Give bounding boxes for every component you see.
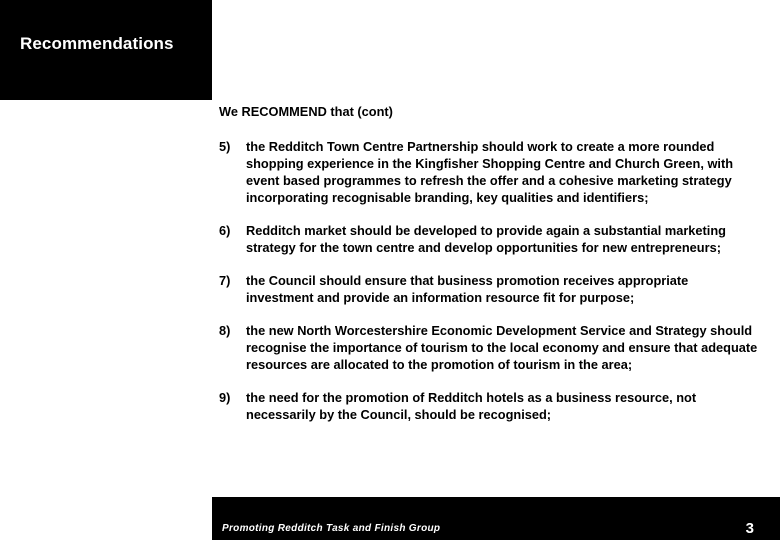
recommendation-text: the Redditch Town Centre Partnership should work to create a more rounded shopping experience in the Kingfisher Shopping Centre and Church Green, with event based programmes to refresh the offer and a cohesive marketing strategy incorporating recognisable branding, key qualities and identifiers; xyxy=(246,139,734,205)
footer-label: Promoting Redditch Task and Finish Group xyxy=(222,523,441,534)
recommendation-number: 8) xyxy=(219,323,231,338)
recommendation-number: 7) xyxy=(219,273,231,288)
page-title: Recommendations xyxy=(20,34,174,53)
recommendation-item xyxy=(219,389,759,423)
recommendation-number: 6) xyxy=(219,223,231,238)
intro-text: We RECOMMEND that (cont) xyxy=(219,104,393,119)
recommendation-text: the Council should ensure that business promotion receives appropriate investment and provide an information resource fit for purpose; xyxy=(246,273,689,305)
footer-bar xyxy=(212,497,780,540)
recommendation-item xyxy=(219,138,759,206)
slide-content xyxy=(219,103,759,439)
recommendation-text: the need for the promotion of Redditch hotels as a business resource, not necessarily by the Council, should be recognised; xyxy=(246,390,697,422)
recommendation-number: 5) xyxy=(219,139,231,154)
recommendation-item xyxy=(219,322,759,373)
page-number: 3 xyxy=(745,520,754,537)
recommendation-item xyxy=(219,222,759,256)
recommendation-text: Redditch market should be developed to provide again a substantial marketing strategy for the town centre and develop opportunities for new entrepreneurs; xyxy=(246,223,726,255)
recommendation-item xyxy=(219,272,759,306)
recommendation-text: the new North Worcestershire Economic Development Service and Strategy should recognise the importance of tourism to the local economy and ensure that adequate resources are allocated to the promotion of tourism in the area; xyxy=(246,323,758,372)
recommendation-number: 9) xyxy=(219,390,231,405)
title-block xyxy=(0,0,212,100)
